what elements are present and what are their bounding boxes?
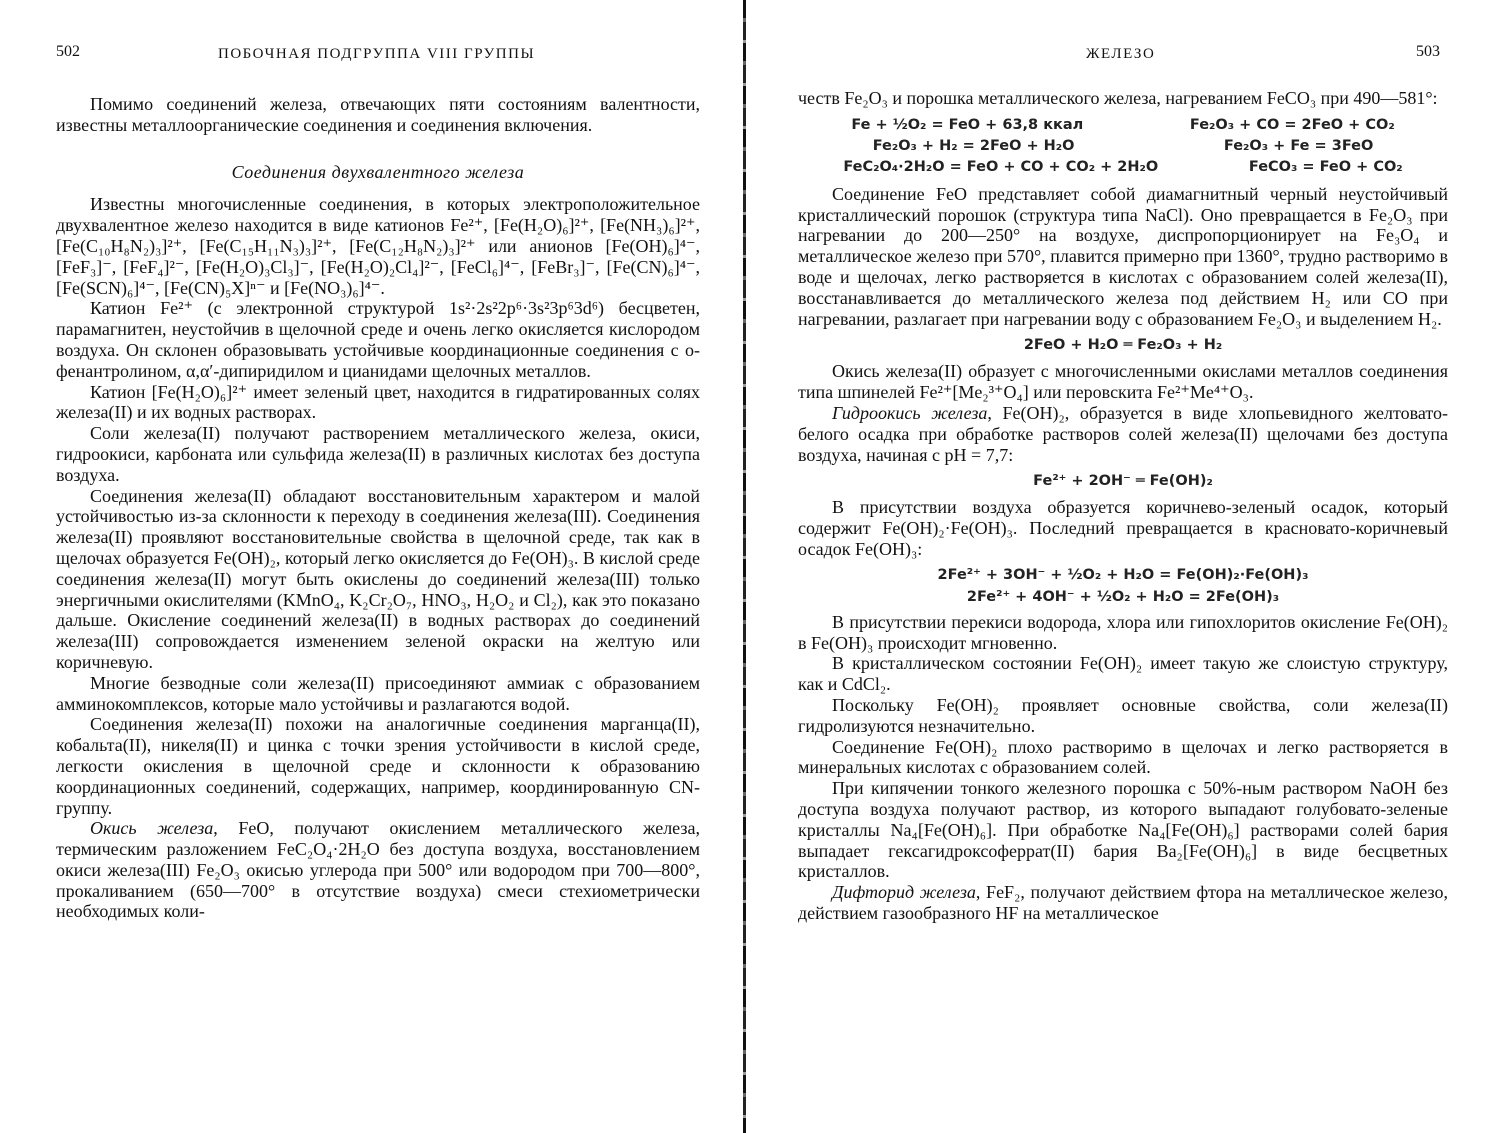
- paragraph: Соли железа(II) получают растворением металлического железа, окиси, гидроокиси, карбоната или сульфида железа(II) в различных кислотах без доступа воздуха.: [56, 423, 700, 485]
- paragraph: Известны многочисленные соединения, в которых электроположительное двухвалентное железо находится в виде катионов Fe²⁺, [Fe(H₂O)₆]²⁺, [Fe(NH₃)₆]²⁺, [Fe(C₁₀H₈N₂)₃]²⁺, [Fe(C₁₅H₁₁N₃)₃]²⁺, [Fe(C₁₂H₈N₂)₃]²⁺ или анионов [Fe(OH)₆]⁴⁻, [FeF₃]⁻, [FeF₄]²⁻, [Fe(H₂O)₃Cl₃]⁻, [Fe(H₂O)₂Cl₄]²⁻, [FeCl₆]⁴⁻, [FeBr₃]⁻, [Fe(CN)₆]⁴⁻, [Fe(SCN)₆]⁴⁻, [Fe(CN)₅X]ⁿ⁻ и [Fe(NO₃)₆]⁴⁻.: [56, 194, 700, 298]
- equation-row: [798, 115, 1448, 136]
- section-title: Соединения двухвалентного железа: [231, 161, 525, 182]
- term-iron-hydroxide: Гидроокись железа: [832, 402, 988, 423]
- paragraph-text: , Fe(OH)₂, образуется в виде хлопьевидного желтовато-белого осадка при обработке растворов солей железа(II) щелочами без доступа воздуха, начиная с pH = 7,7:: [798, 402, 1448, 465]
- running-header-left: ПОБОЧНАЯ ПОДГРУППА VIII ГРУППЫ: [218, 46, 536, 62]
- paragraph: Катион Fe²⁺ (с электронной структурой 1s²·2s²2p⁶·3s²3p⁶3d⁶) бесцветен, парамагнитен, неустойчив в щелочной среде и очень легко окисляется кислородом воздуха. Он склонен образовывать устойчивые координационные соединения с о-фенантролином, α,α′-дипиридилом и цианидами щелочных металлов.: [56, 298, 700, 381]
- paragraph: Окись железа(II) образует с многочисленными окислами металлов соединения типа шпинелей Fe²⁺[Me₂³⁺O₄] или перовскита Fe²⁺Me⁴⁺O₃.: [798, 361, 1448, 403]
- paragraph: Катион [Fe(H₂O)₆]²⁺ имеет зеленый цвет, находится в гидратированных солях железа(II) и их водных растворах.: [56, 381, 700, 423]
- term-iron-oxide: Окись железа: [90, 818, 214, 839]
- equation-row: [798, 136, 1448, 157]
- paragraph: В кристаллическом состоянии Fe(OH)₂ имеет такую же слоистую структуру, как и CdCl₂.: [798, 653, 1448, 695]
- intro-paragraph: Помимо соединений железа, отвечающих пяти состояниям валентности, известны металлоорганические соединения и соединения включения.: [56, 94, 700, 135]
- paragraph: Соединения железа(II) обладают восстановительным характером и малой устойчивостью из-за склонности к переходу в соединения железа(III). Соединения железа(II) проявляют восстановительные свойства в щелочной среде, так как в щелочах образуется Fe(OH)₂, который легко окисляется до Fe(OH)₃. В кислой среде соединения железа(II) могут быть окислены до соединений железа(III) только энергичными окислителями (KMnO₄, K₂Cr₂O₇, HNO₃, H₂O₂ и Cl₂), как это показано дальше. Окисление соединений железа(II) в водных растворах до соединений железа(III) сопровождается изменением зеленой окраски на желтую или коричневую.: [56, 485, 700, 672]
- equation: FeC₂O₄·2H₂O = FeO + CO + CO₂ + 2H₂O: [843, 158, 1159, 175]
- left-page: [0, 0, 744, 1133]
- equation: 2Fe²⁺ + 4OH⁻ + ½O₂ + H₂O = 2Fe(OH)₃: [966, 588, 1280, 605]
- equation: Fe₂O₃ + Fe = 3FeO: [1223, 137, 1374, 154]
- equation: Fe + ½O₂ = FeO + 63,8 ккал: [851, 116, 1084, 133]
- term-iron-difluoride: Дифторид железа: [832, 882, 976, 903]
- right-page-body: [798, 88, 1448, 924]
- paragraph: [798, 882, 1448, 924]
- paragraph: Соединение FeO представляет собой диамагнитный черный неустойчивый кристаллический порошок (структура типа NaCl). Оно превращается в Fe₂O₃ при нагревании до 200—250° на воздухе, диспропорционирует на Fe₃O₄ и металлическое железо при 570°, плавится примерно при 1360°, трудно растворимо в воде и щелочах, легко растворяется в кислотах с образованием солей железа(II), восстанавливается до металлического железа под действием H₂ или CO при нагревании, разлагает при нагревании воду с образованием Fe₂O₃ и выделением H₂.: [798, 183, 1448, 329]
- paragraph: В присутствии перекиси водорода, хлора или гипохлоритов окисление Fe(OH)₂ в Fe(OH)₃ происходит мгновенно.: [798, 611, 1448, 653]
- paragraph: При кипячении тонкого железного порошка с 50%-ным раствором NaOH без доступа воздуха получают раствор, из которого выпадают голубовато-зеленые кристаллы Na₄[Fe(OH)₆]. При обработке Na₄[Fe(OH)₆] растворами солей бария выпадает гексагидроксоферрат(II) бария Ba₂[Fe(OH)₆] в виде бесцветных кристаллов.: [798, 778, 1448, 882]
- running-header-right: ЖЕЛЕЗО: [1086, 46, 1156, 62]
- paragraph-continued: честв Fe₂O₃ и порошка металлического железа, нагреванием FeCO₃ при 490—581°:: [798, 88, 1438, 108]
- equation: Fe²⁺ + 2OH⁻ ═ Fe(OH)₂: [1033, 473, 1213, 490]
- equation-row: [798, 157, 1448, 178]
- paragraph: Соединения железа(II) похожи на аналогичные соединения марганца(II), кобальта(II), никеля(II) и цинка с точки зрения устойчивости в кислой среде, легкости окисления в щелочной среде и склонности к образованию координационных соединений, содержащих, например, координированную CN-группу.: [56, 714, 700, 818]
- equation: FeCO₃ = FeO + CO₂: [1248, 158, 1403, 175]
- equation: Fe₂O₃ + H₂ = 2FeO + H₂O: [872, 137, 1075, 154]
- equation: 2Fe²⁺ + 3OH⁻ + ½O₂ + H₂O = Fe(OH)₂·Fe(OH)₃: [937, 566, 1309, 583]
- paragraph: [798, 403, 1448, 465]
- right-page: [764, 0, 1508, 1133]
- equation: Fe₂O₃ + CO = 2FeO + CO₂: [1189, 116, 1395, 133]
- paragraph: Соединение Fe(OH)₂ плохо растворимо в щелочах и легко растворяется в минеральных кислотах с образованием солей.: [798, 736, 1448, 778]
- paragraph-text: , FeF₂, получают действием фтора на металлическое железо, действием газообразного HF на металлическое: [798, 882, 1449, 923]
- book-gutter: [736, 0, 752, 1133]
- paragraph: Поскольку Fe(OH)₂ проявляет основные свойства, соли железа(II) гидролизуются незначительно.: [798, 694, 1448, 736]
- page-number-right: 503: [1416, 43, 1440, 60]
- gutter-spine: [743, 0, 746, 1133]
- paragraph: Многие безводные соли железа(II) присоединяют аммиак с образованием амминокомплексов, которые мало устойчивы и разлагаются водой.: [56, 672, 700, 714]
- left-page-body: [56, 94, 700, 922]
- paragraph-text: , FeO, получают окислением металлического железа, термическим разложением FeC₂O₄·2H₂O без доступа воздуха, восстановлением окиси железа(III) Fe₂O₃ окисью углерода при 500° или водородом при 700—800°, прокаливанием (650—700° в отсутствие воздуха) смеси стехиометрически необходимых коли-: [56, 818, 700, 922]
- equation: 2FeO + H₂O ═ Fe₂O₃ + H₂: [1023, 337, 1223, 354]
- page-number-left: 502: [56, 43, 80, 60]
- paragraph: В присутствии воздуха образуется коричнево-зеленый осадок, который содержит Fe(OH)₂·Fe(OH)₃. Последний превращается в красновато-коричневый осадок Fe(OH)₃:: [798, 497, 1448, 559]
- paragraph: [56, 818, 700, 922]
- equation-block: [798, 115, 1448, 178]
